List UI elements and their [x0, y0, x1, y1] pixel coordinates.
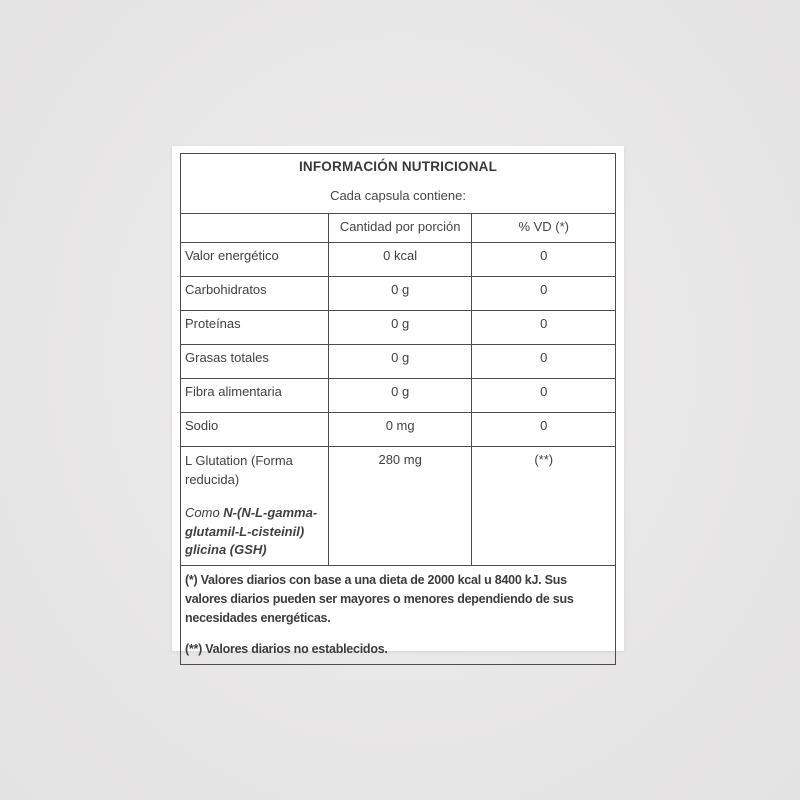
footnote-daily-values: (*) Valores diarios con base a una dieta de 2000 kcal u 8400 kJ. Sus valores diarios pueden ser mayores o menores dependiendo de sus necesidades energéticas.	[185, 573, 574, 626]
table-row	[181, 277, 616, 311]
nutrient-vd: 0	[472, 311, 616, 345]
nutrient-label: Fibra alimentaria	[181, 379, 329, 413]
nutrient-amount: 0 mg	[328, 413, 472, 447]
nutrient-amount: 0 g	[328, 311, 472, 345]
title-row	[181, 154, 616, 214]
table-title: INFORMACIÓN NUTRICIONAL	[298, 159, 498, 174]
nutrition-label-card	[172, 146, 624, 657]
nutrient-vd: (**)	[472, 447, 616, 566]
table-row	[181, 311, 616, 345]
nutrient-vd: 0	[472, 277, 616, 311]
glutathione-row	[181, 447, 616, 566]
nutrient-amount: 280 mg	[328, 447, 472, 566]
como-prefix: Como	[185, 504, 224, 520]
nutrient-label: Grasas totales	[181, 345, 329, 379]
nutrient-vd: 0	[472, 345, 616, 379]
nutrient-sublabel	[185, 504, 324, 561]
table-row	[181, 413, 616, 447]
nutrition-table	[180, 153, 616, 665]
nutrient-amount: 0 kcal	[328, 243, 472, 277]
nutrient-label: Proteínas	[181, 311, 329, 345]
nutrient-amount: 0 g	[328, 379, 472, 413]
column-header-amount: Cantidad por porción	[328, 214, 472, 243]
table-row	[181, 243, 616, 277]
nutrient-amount: 0 g	[328, 277, 472, 311]
nutrient-label: Valor energético	[181, 243, 329, 277]
footnote-not-established: (**) Valores diarios no establecidos.	[185, 642, 388, 657]
nutrient-label: Sodio	[181, 413, 329, 447]
column-header-row	[181, 214, 616, 243]
nutrient-vd: 0	[472, 413, 616, 447]
chemical-name: N-(N-L-gamma-glutamil-L-cisteinil) glicina (GSH)	[185, 504, 318, 558]
nutrient-vd: 0	[472, 379, 616, 413]
footnote-row	[181, 566, 616, 665]
column-header-nutrient	[181, 214, 329, 243]
nutrient-label: Carbohidratos	[181, 277, 329, 311]
nutrient-label: L Glutation (Forma reducida)	[185, 453, 293, 487]
nutrient-vd: 0	[472, 243, 616, 277]
column-header-vd: % VD (*)	[472, 214, 616, 243]
table-subtitle: Cada capsula contiene:	[330, 188, 466, 203]
table-row	[181, 345, 616, 379]
nutrient-amount: 0 g	[328, 345, 472, 379]
table-row	[181, 379, 616, 413]
